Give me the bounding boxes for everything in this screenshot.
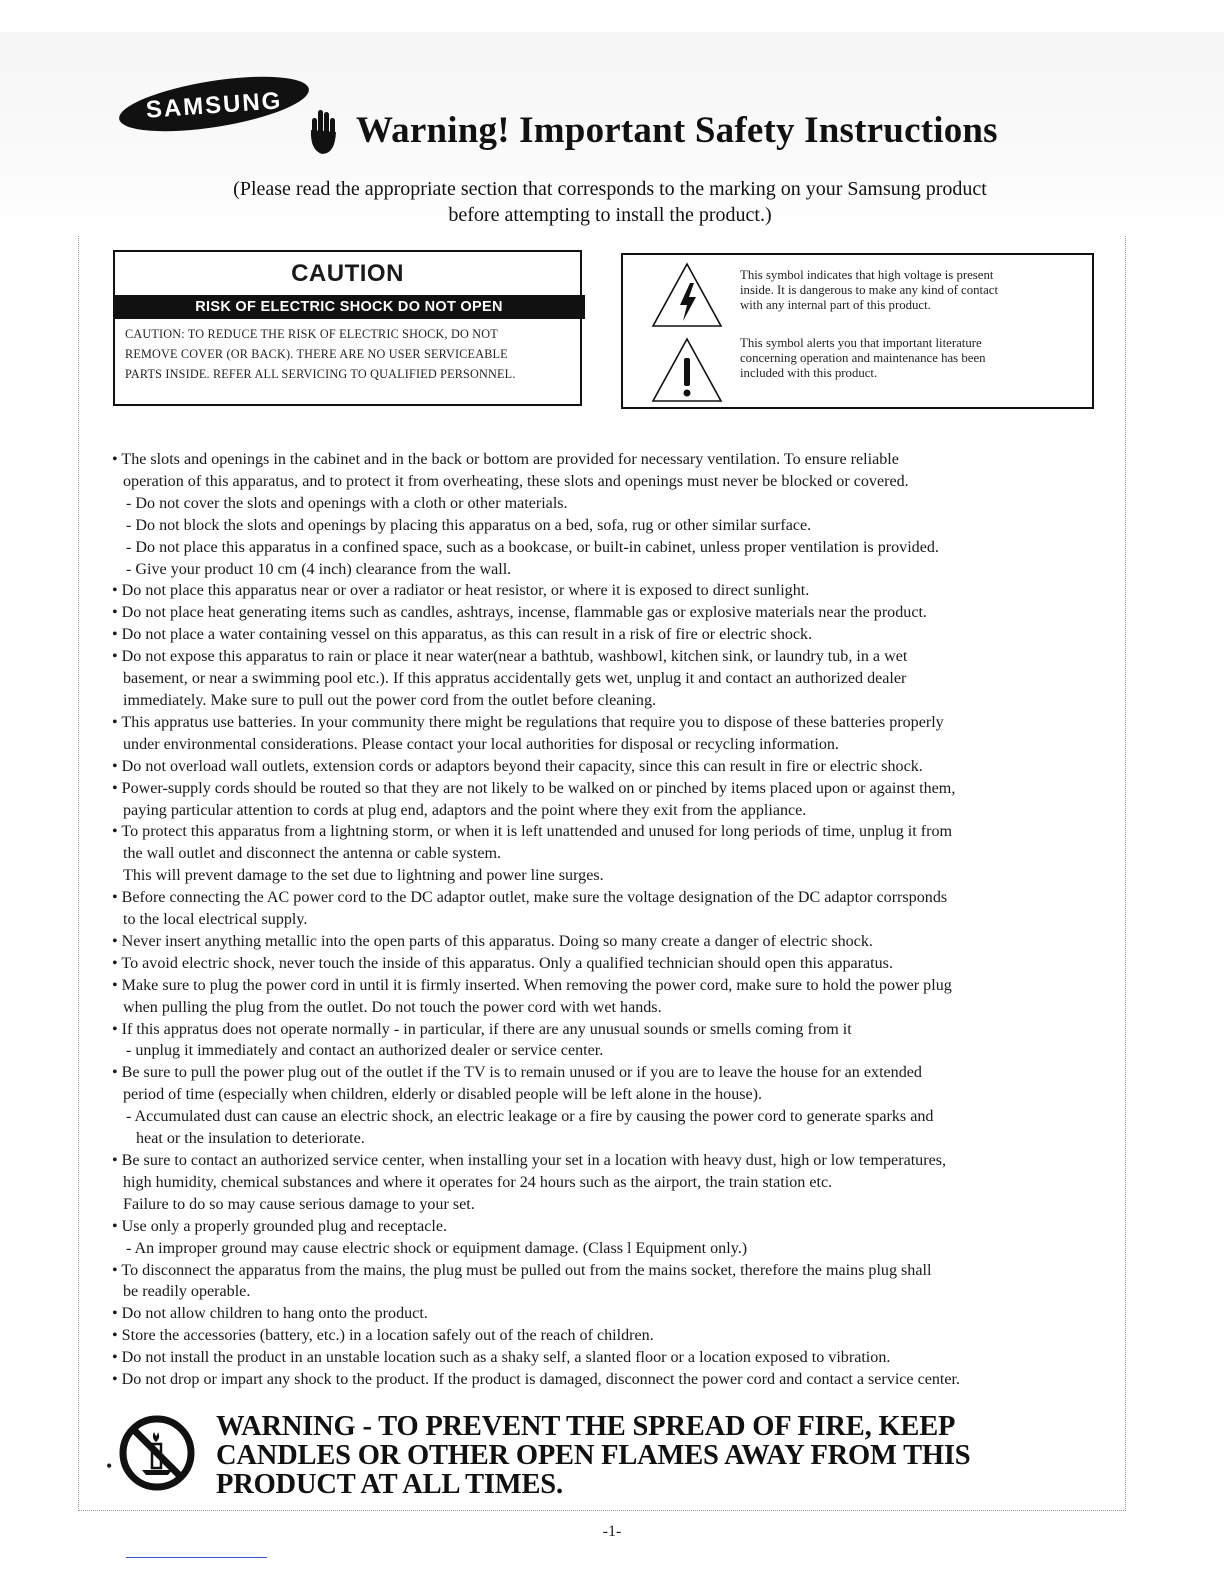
instruction-line: • Make sure to plug the power cord in until it is firmly inserted. When removing the power cord, make sure to hold the power plug — [112, 976, 952, 994]
instruction-line: - An improper ground may cause electric shock or equipment damage. (Class l Equipment only.) — [126, 1239, 748, 1257]
instruction-line: • Before connecting the AC power cord to the DC adaptor outlet, make sure the voltage designation of the DC adaptor corrsponds — [112, 889, 948, 907]
fire-warning — [106, 1412, 1106, 1502]
caution-text — [115, 319, 580, 384]
instruction-line: operation of this apparatus, and to protect it from overheating, these slots and openings must never be blocked or covered. — [123, 472, 909, 490]
instruction-line: • This appratus use batteries. In your community there might be regulations that require you to dispose of these batteries properly — [112, 713, 944, 731]
voltage-line-2: inside. It is dangerous to make any kind of contact — [740, 283, 999, 297]
safety-instructions-list — [112, 449, 1102, 1391]
instruction-line: • Never insert anything metallic into the open parts of this apparatus. Doing so many create a danger of electric shock. — [112, 932, 873, 950]
instruction-line: • To avoid electric shock, never touch the inside of this apparatus. Only a qualified technician should open this apparatus. — [112, 954, 893, 972]
instruction-line: be readily operable. — [123, 1283, 251, 1301]
caution-line-3: PARTS INSIDE. REFER ALL SERVICING TO QUALIFIED PERSONNEL. — [125, 367, 516, 381]
caution-box — [113, 250, 582, 406]
instruction-line: - Do not cover the slots and openings with a cloth or other materials. — [126, 494, 568, 512]
alert-line-3: included with this product. — [740, 366, 878, 380]
samsung-logo — [116, 73, 312, 135]
instruction-line: to the local electrical supply. — [123, 911, 308, 929]
exclamation-triangle-icon — [650, 336, 724, 404]
symbol-box — [621, 253, 1094, 409]
warning-bullet: • — [106, 1456, 113, 1476]
instruction-line: • Do not place a water containing vessel on this apparatus, as this can result in a risk of fire or electric shock. — [112, 626, 813, 644]
instruction-line: • Do not place heat generating items such as candles, ashtrays, incense, flammable gas or explosive materials near the product. — [112, 604, 927, 622]
instruction-line: • Be sure to contact an authorized service center, when installing your set in a location with heavy dust, high or low temperatures, — [112, 1152, 947, 1169]
alert-line-2: concerning operation and maintenance has been — [740, 351, 986, 365]
hand-stop-icon — [308, 104, 338, 156]
footer-rule — [126, 1557, 267, 1558]
no-candle-icon — [118, 1414, 196, 1492]
instruction-line: the wall outlet and disconnect the antenna or cable system. — [123, 845, 502, 863]
voltage-line-1: This symbol indicates that high voltage is present — [740, 268, 994, 282]
instruction-line: • Be sure to pull the power plug out of the outlet if the TV is to remain unused or if you are to leave the house for an extended — [112, 1064, 922, 1082]
instruction-line: - unplug it immediately and contact an authorized dealer or service center. — [126, 1042, 604, 1060]
instruction-line: period of time (especially when children, elderly or disabled people will be left alone in the house). — [123, 1086, 763, 1104]
caution-line-1: CAUTION: TO REDUCE THE RISK OF ELECTRIC SHOCK, DO NOT — [125, 327, 498, 341]
instruction-line: • Do not drop or impart any shock to the product. If the product is damaged, disconnect the power cord and contact a service center. — [112, 1371, 961, 1389]
instruction-line: • Do not expose this apparatus to rain or place it near water(near a bathtub, washbowl, kitchen sink, or laundry tub, in a wet — [112, 648, 908, 666]
subtitle-line-1: (Please read the appropriate section that corresponds to the marking on your Samsung product — [233, 178, 987, 200]
instruction-line: when pulling the plug from the outlet. Do not touch the power cord with wet hands. — [123, 998, 662, 1016]
instruction-line: This will prevent damage to the set due to lightning and power line surges. — [123, 867, 604, 885]
alert-description — [740, 336, 1085, 381]
caution-line-2: REMOVE COVER (OR BACK). THERE ARE NO USER SERVICEABLE — [125, 347, 508, 361]
caution-bar: RISK OF ELECTRIC SHOCK DO NOT OPEN — [113, 295, 585, 319]
instruction-line: • Do not place this apparatus near or over a radiator or heat resistor, or where it is exposed to direct sunlight. — [112, 582, 810, 600]
instruction-line: paying particular attention to cords at plug end, adaptors and the point where they exit from the appliance. — [123, 801, 807, 819]
voltage-line-3: with any internal part of this product. — [740, 298, 931, 312]
instruction-line: basement, or near a swimming pool etc.). If this appratus accidentally gets wet, unplug it and contact an authorized dealer — [123, 670, 907, 688]
instruction-line: heat or the insulation to deteriorate. — [136, 1130, 365, 1148]
instruction-line: • Do not allow children to hang onto the product. — [112, 1305, 428, 1323]
instruction-line: • Do not install the product in an unstable location such as a shaky self, a slanted floor or a location exposed to vibration. — [112, 1349, 891, 1367]
instruction-line: - Do not place this apparatus in a confined space, such as a bookcase, or built-in cabinet, unless proper ventilation is provided. — [126, 538, 939, 556]
warning-line-2: CANDLES OR OTHER OPEN FLAMES AWAY FROM THIS — [216, 1440, 971, 1471]
instruction-line: • If this appratus does not operate normally - in particular, if there are any unusual sounds or smells coming from it — [112, 1020, 852, 1038]
warning-line-3: PRODUCT AT ALL TIMES. — [216, 1469, 563, 1500]
page-title: Warning! Important Safety Instructions — [356, 109, 998, 151]
caution-heading: CAUTION — [291, 260, 404, 287]
instruction-line: • Store the accessories (battery, etc.) in a location safely out of the reach of children. — [112, 1327, 654, 1345]
instruction-line: • Power-supply cords should be routed so that they are not likely to be walked on or pinched by items placed upon or against them, — [112, 779, 956, 797]
instruction-line: - Do not block the slots and openings by placing this apparatus on a bed, sofa, rug or other similar surface. — [126, 516, 812, 534]
instruction-line: high humidity, chemical substances and where it operates for 24 hours such as the airport, the train station etc. — [123, 1173, 833, 1191]
instruction-line: • Use only a properly grounded plug and receptacle. — [112, 1217, 447, 1235]
instruction-line: • To disconnect the apparatus from the mains, the plug must be pulled out from the mains socket, therefore the mains plug shall — [112, 1261, 932, 1279]
instruction-line: immediately. Make sure to pull out the power cord from the outlet before cleaning. — [123, 691, 657, 709]
instruction-line: • Do not overload wall outlets, extension cords or adaptors beyond their capacity, since this can result in fire or electric shock. — [112, 757, 923, 775]
warning-line-1: WARNING - TO PREVENT THE SPREAD OF FIRE, KEEP — [216, 1411, 956, 1442]
page-number: -1- — [602, 1523, 622, 1540]
instruction-line: under environmental considerations. Please contact your local authorities for disposal or recycling information. — [123, 735, 839, 753]
instruction-line: Failure to do so may cause serious damage to your set. — [123, 1195, 475, 1213]
logo-wordmark: SAMSUNG — [144, 87, 284, 124]
high-voltage-icon — [650, 261, 724, 329]
instruction-line: • To protect this apparatus from a lightning storm, or when it is left unattended and unused for long periods of time, unplug it from — [112, 823, 953, 841]
alert-line-1: This symbol alerts you that important literature — [740, 336, 982, 350]
subtitle — [150, 176, 1070, 228]
subtitle-line-2: before attempting to install the product.) — [448, 204, 772, 226]
title-row — [308, 100, 998, 160]
instruction-line: - Give your product 10 cm (4 inch) clearance from the wall. — [126, 560, 512, 578]
voltage-description — [740, 268, 1085, 313]
instruction-line: - Accumulated dust can cause an electric shock, an electric leakage or a fire by causing the power cord to generate sparks and — [126, 1108, 934, 1126]
warning-text — [216, 1412, 1116, 1499]
instruction-line: • The slots and openings in the cabinet and in the back or bottom are provided for necessary ventilation. To ensure reliable — [112, 451, 899, 468]
